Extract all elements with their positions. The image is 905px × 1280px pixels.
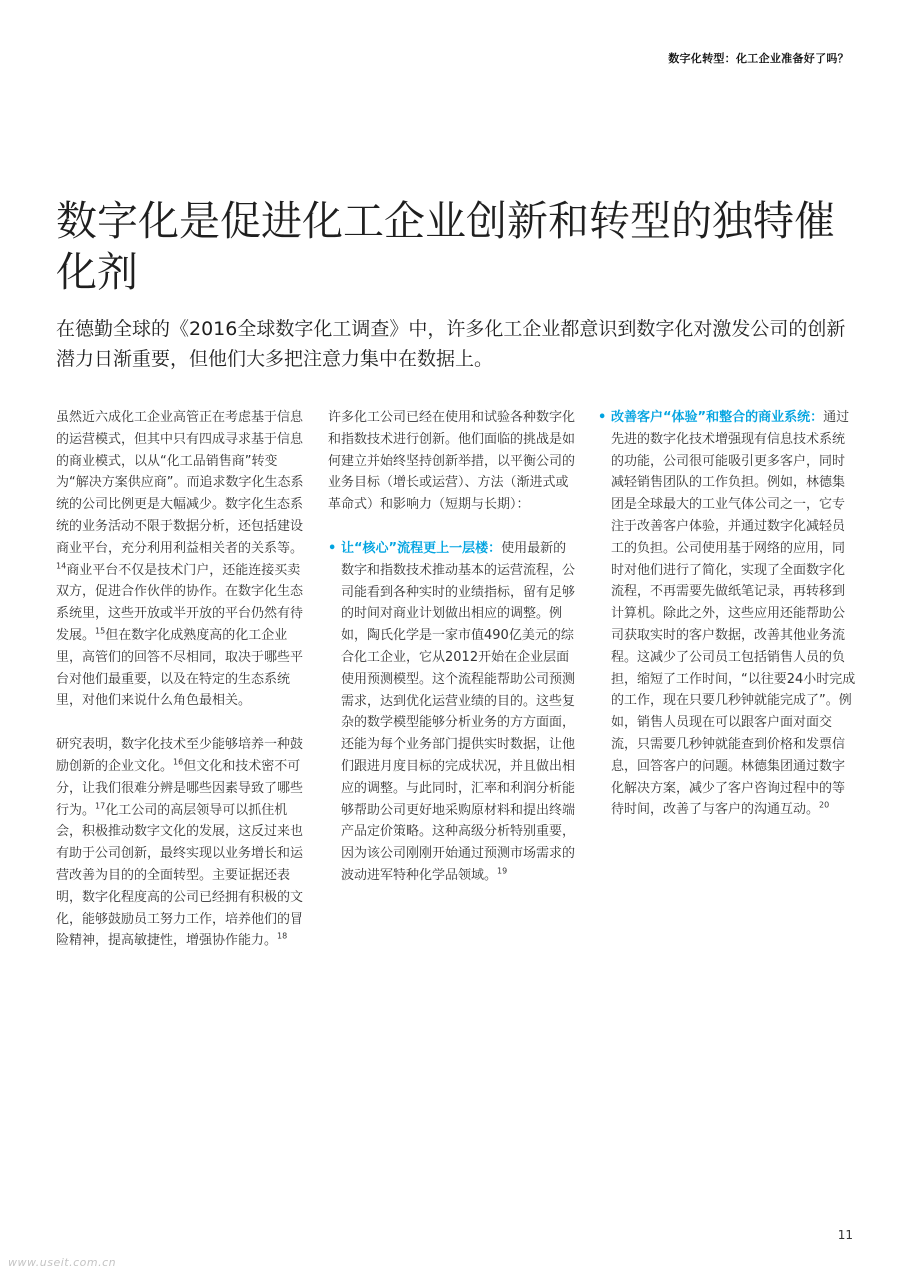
bullet-customer-experience: [598, 407, 856, 821]
column-3: [598, 407, 856, 843]
footnote-ref: 16: [173, 757, 184, 767]
page-title: 数字化是促进化工企业创新和转型的独特催化剂: [56, 197, 835, 296]
bullet-text: 使用最新的数字和指数技术推动基本的运营流程，公司能看到各种实时的业绩指标，留有足够的时间对商业计划做出相应的调整。例如，陶氏化学是一家市值490亿美元的综合化工企业，它从2012开始在企业层面使用预测模型。这个流程能帮助公司预测需求，达到优化运营业绩的目的。这些复杂的数学模型能够分析业务的方方面面，还能为每个业务部门提供实时数据，让他们跟进月度目标的完成状况，并且做出相应的调整。与此同时，汇率和利润分析能够帮助公司更好地采购原材料和提出终端产品定价策略。这种高级分析特别重要，因为该公司刚刚开始通过预测市场需求的波动进军特种化学品领域。: [341, 540, 576, 883]
bullet-dot-icon: •: [328, 540, 337, 556]
footnote-ref: 15: [95, 626, 106, 636]
bullet-label: 让“核心”流程更上一层楼：: [341, 540, 502, 556]
column-2: [328, 407, 578, 909]
footnote-ref: 18: [277, 932, 288, 941]
text-run: 但在数字化成熟度高的化工企业里，高管们的回答不尽相同，取决于哪些平台对他们最重要，以及在特定的生态系统里，对他们来说什么角色最相关。: [56, 627, 304, 709]
col1-paragraph-1: [56, 407, 306, 712]
column-1: [56, 407, 306, 974]
text-run: 研究表明，数字化技术至少能够培养一种鼓励创新的企业文化。: [56, 737, 304, 774]
footnote-ref: 14: [56, 561, 67, 571]
footnote-ref: 20: [819, 801, 830, 811]
watermark: www.useit.com.cn: [8, 1256, 117, 1269]
bullet-text: 通过先进的数字化技术增强现有信息技术系统的功能，公司很可能吸引更多客户，同时减轻销售团队的工作负担。例如，林德集团是全球最大的工业气体公司之一，它专注于改善客户体验，并通过数字化减轻员工的负担。公司使用基于网络的应用，同时对他们进行了简化，实现了全面数字化流程，不再需要先做纸笔记录，再转移到计算机。除此之外，这些应用还能帮助公司获取实时的客户数据，改善其他业务流程。这减少了公司员工包括销售人员的负担，缩短了工作时间，“以往要24小时完成的工作，现在只要几秒钟就能完成了”。例如，销售人员现在可以跟客户面对面交流，只需要几秒钟就能查到价格和发票信息，回答客户的问题。林德集团通过数字化解决方案，减少了客户咨询过程中的等待时间，改善了与客户的沟通互动。: [611, 410, 856, 818]
bullet-core-processes: [328, 538, 578, 887]
text-run: 虽然近六成化工企业高管正在考虑基于信息的运营模式，但其中只有四成寻求基于信息的商业模式，以从“化工品销售商”转变为“解决方案供应商”。而追求数字化生态系统的公司比例更是大幅减少。数字化生态系统的业务活动不限于数据分析，还包括建设商业平台，充分利用利益相关者的关系等。: [56, 410, 304, 556]
bullet-label: 改善客户“体验”和整合的商业系统：: [611, 410, 824, 425]
text-run: 商业平台不仅是技术门户，还能连接买卖双方，促进合作伙伴的协作。在数字化生态系统里，这些开放或半开放的平台仍然有待发展。: [56, 562, 304, 643]
col1-paragraph-2: [56, 734, 306, 952]
running-head: 数字化转型：化工企业准备好了吗？: [668, 52, 849, 65]
col2-intro: 许多化工公司已经在使用和试验各种数字化和指数技术进行创新。他们面临的挑战是如何建立并始终坚持创新举措，以平衡公司的业务目标（增长或运营）、方法（渐进式或革命式）和影响力（短期与长期）：: [328, 410, 576, 513]
text-run: 但文化和技术密不可分，让我们很难分辨是哪些因素导致了哪些行为。: [56, 758, 304, 818]
footnote-ref: 19: [497, 866, 508, 876]
page-number: 11: [837, 1228, 853, 1242]
footnote-ref: 17: [95, 801, 106, 811]
lead-paragraph: 在德勤全球的《2016全球数字化工调查》中，许多化工企业都意识到数字化对激发公司的创新潜力日渐重要，但他们大多把注意力集中在数据上。: [56, 318, 846, 370]
bullet-dot-icon: •: [598, 410, 607, 425]
text-run: 化工公司的高层领导可以抓住机会，积极推动数字文化的发展，这反过来也有助于公司创新，最终实现以业务增长和运营改善为目的的全面转型。主要证据还表明，数字化程度高的公司已经拥有积极的文化，能够鼓励员工努力工作，培养他们的冒险精神，提高敏捷性，增强协作能力。: [56, 802, 304, 949]
